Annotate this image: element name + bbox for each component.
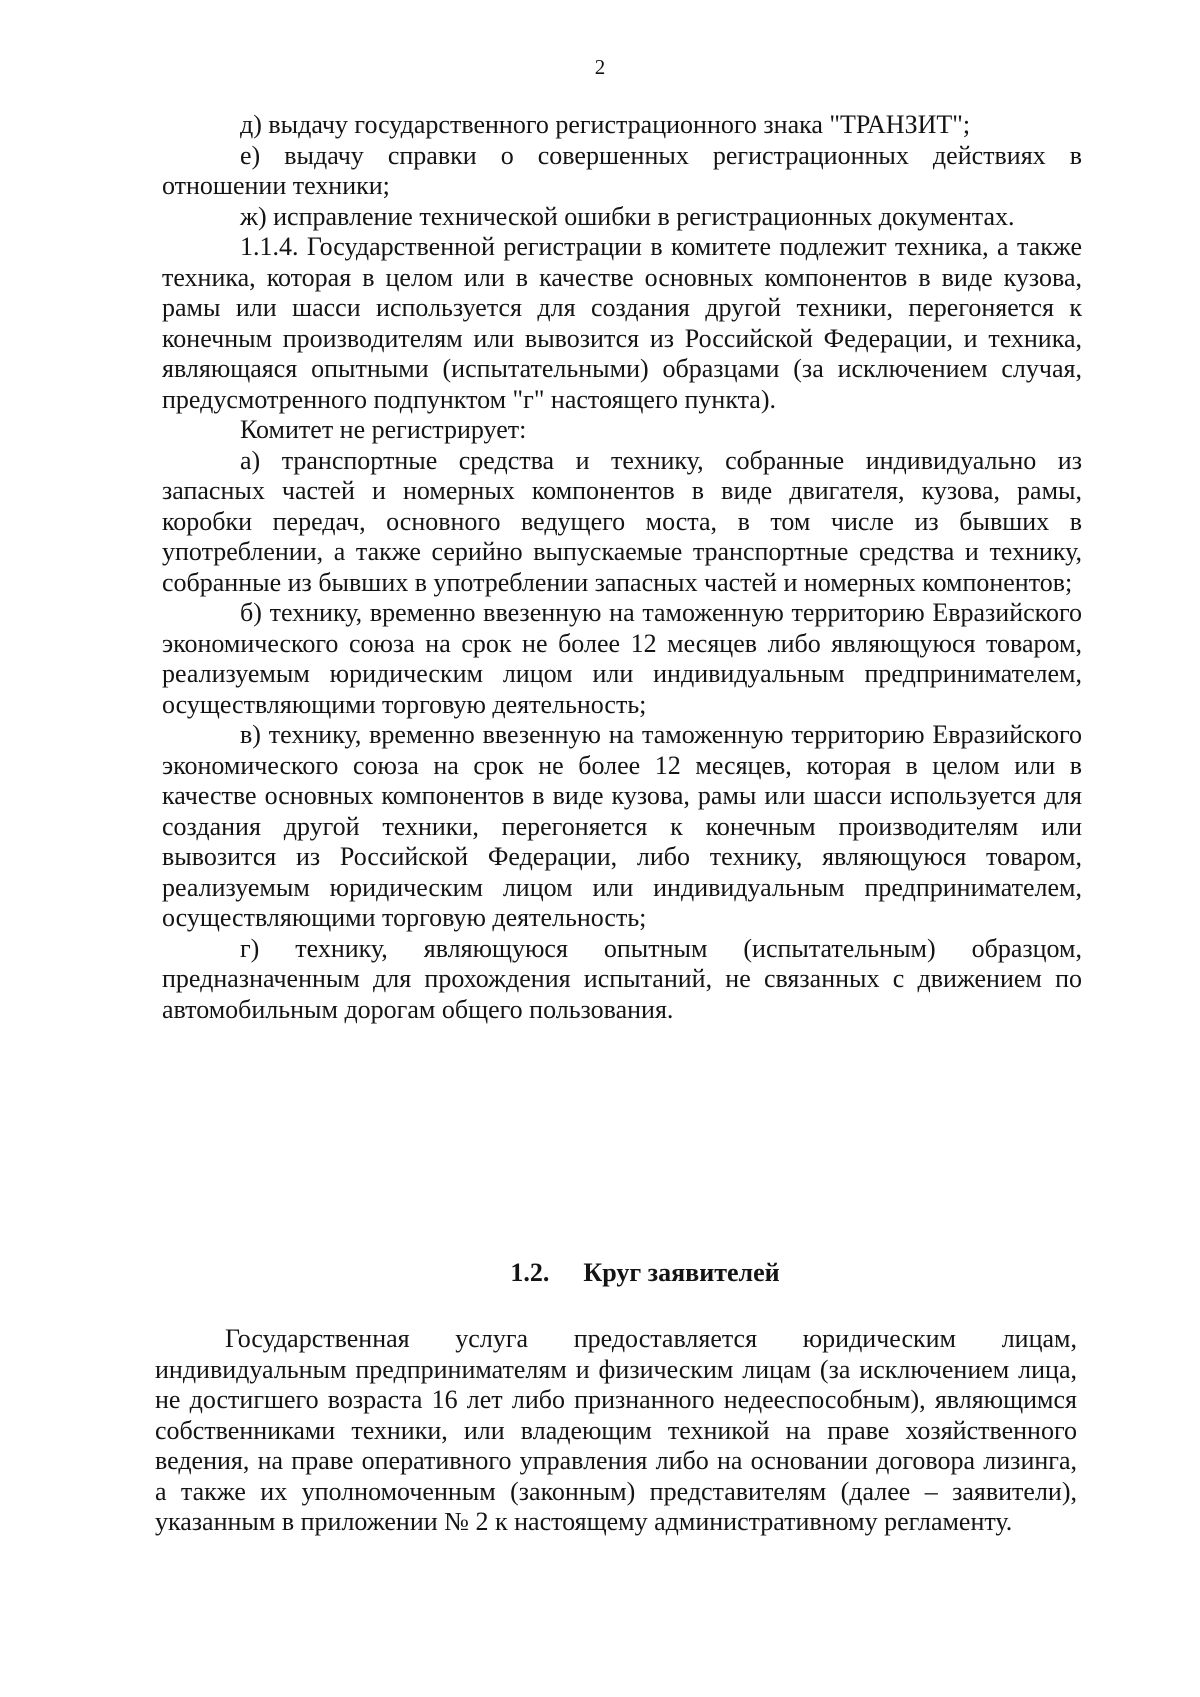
paragraph-exclusion-v: в) технику, временно ввезенную на таможенную территорию Евразийского экономического союза на срок не более 12 месяцев, которая в целом или в качестве основных компонентов в виде кузова, рамы или шасси используется для создания другой техники, перегоняется к конечным производителям или вывозится из Российской Федерации, либо технику, являющуюся товаром, реализуемым юридическим лицом или индивидуальным предпринимателем, осуществляющими торговую деятельность; [162,720,1082,932]
paragraph-not-registered-intro: Комитет не регистрирует: [240,415,527,444]
section-title: Круг заявителей [583,1258,780,1287]
section-number: 1.2. [510,1258,550,1287]
paragraph-item-d: д) выдачу государственного регистрационного знака "ТРАНЗИТ"; [240,110,971,139]
paragraph-exclusion-g: г) технику, являющуюся опытным (испытательным) образцом, предназначенным для прохождения испытаний, не связанных с движением по автомобильным дорогам общего пользования. [162,933,1082,1024]
section-paragraph: Государственная услуга предоставляется юридическим лицам, индивидуальным предпринимателям и физическим лицам (за исключением лица, не достигшего возраста 16 лет либо признанного недееспособным), являющимся собственниками техники, или владеющим техникой на праве хозяйственного ведения, на праве оперативного управления либо на основании договора лизинга, а также их уполномоченным (законным) представителям (далее – заявители), указанным в приложении № 2 к настоящему административному регламенту. [155,1324,1077,1536]
page-number: 2 [594,55,606,79]
section-body [155,1324,1077,1538]
paragraph-item-zh: ж) исправление технической ошибки в регистрационных документах. [240,201,1015,231]
section-heading [0,1258,1200,1288]
paragraph-item-e: е) выдачу справки о совершенных регистрационных действиях в отношении техники; [162,140,1082,200]
paragraph-clause-1-1-4: 1.1.4. Государственной регистрации в комитете подлежит техника, а также техника, которая в целом или в качестве основных компонентов в виде кузова, рамы или шасси используется для создания другой техники, перегоняется к конечным производителям или вывозится из Российской Федерации, и техника, являющаяся опытными (испытательными) образцами (за исключением случая, предусмотренного подпунктом "г" настоящего пункта). [162,232,1082,414]
paragraph-exclusion-a: а) транспортные средства и технику, собранные индивидуально из запасных частей и номерных компонентов в виде двигателя, кузова, рамы, коробки передач, основного ведущего моста, в том числе из бывших в употреблении, а также серийно выпускаемые транспортные средства и технику, собранные из бывших в употреблении запасных частей и номерных компонентов; [162,445,1082,597]
body-text [162,110,1082,1025]
paragraph-exclusion-b: б) технику, временно ввезенную на таможенную территорию Евразийского экономического союза на срок не более 12 месяцев либо являющуюся товаром, реализуемым юридическим лицом или индивидуальным предпринимателем, осуществляющими торговую деятельность; [162,598,1082,719]
